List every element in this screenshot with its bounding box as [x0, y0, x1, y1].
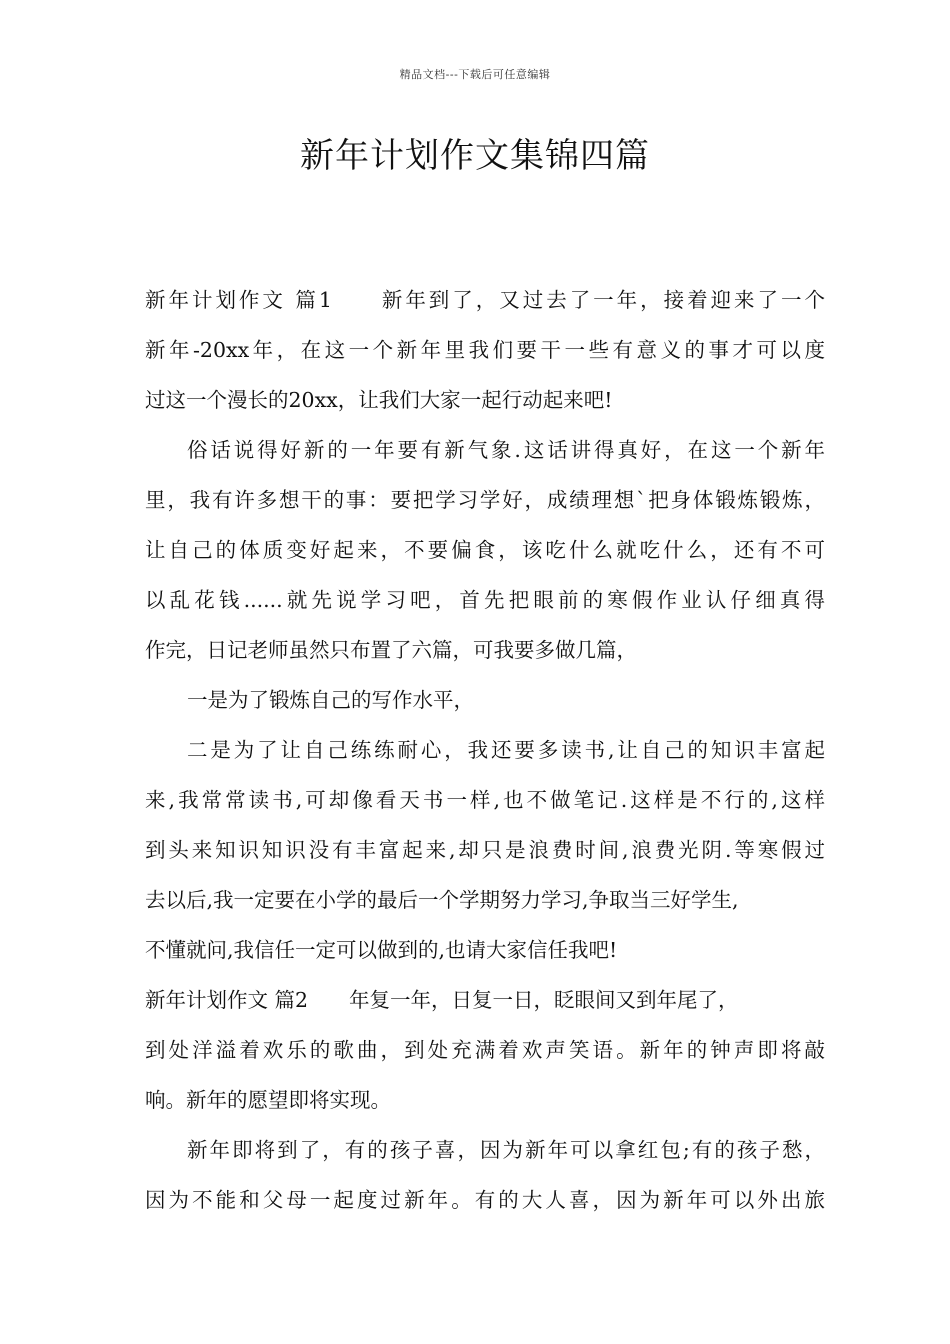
text-line: 不懂就问,我信任一定可以做到的,也请大家信任我吧! — [145, 938, 618, 962]
text-line: 来,我常常读书,可却像看天书一样,也不做笔记.这样是不行的,这样 — [145, 788, 825, 812]
text-line: 一是为了锻炼自己的写作水平， — [187, 688, 474, 712]
text-line: 俗话说得好新的一年要有新气象.这话讲得真好，在这一个新年 — [187, 438, 825, 462]
text-line: 响。新年的愿望即将实现。 — [145, 1088, 391, 1112]
text-line: 因为不能和父母一起度过新年。有的大人喜，因为新年可以外出旅 — [145, 1188, 825, 1212]
text-line: 去以后,我一定要在小学的最后一个学期努力学习,争取当三好学生, — [145, 888, 739, 912]
document-title: 新年计划作文集锦四篇 — [300, 136, 650, 176]
text-line: 到头来知识知识没有丰富起来,却只是浪费时间,浪费光阴.等寒假过 — [145, 838, 825, 862]
text-line: 新年即将到了，有的孩子喜，因为新年可以拿红包;有的孩子愁， — [187, 1138, 825, 1162]
text-line: 到处洋溢着欢乐的歌曲，到处充满着欢声笑语。新年的钟声即将敲 — [145, 1038, 825, 1062]
header-note: 精品文档---下载后可任意编辑 — [399, 68, 551, 81]
document-body — [145, 280, 825, 1230]
text-line: 作完，日记老师虽然只布置了六篇，可我要多做几篇， — [145, 638, 637, 662]
text-line: 新年计划作文 篇1 新年到了，又过去了一年，接着迎来了一个 — [145, 288, 825, 312]
text-line: 过这一个漫长的20xx，让我们大家一起行动起来吧! — [145, 388, 613, 412]
text-line: 里，我有许多想干的事：要把学习学好，成绩理想`把身体锻炼锻炼， — [145, 488, 825, 512]
text-line: 以乱花钱......就先说学习吧，首先把眼前的寒假作业认仔细真得 — [145, 588, 825, 612]
text-line: 二是为了让自己练练耐心，我还要多读书,让自己的知识丰富起 — [187, 738, 825, 762]
text-line: 新年-20xx年，在这一个新年里我们要干一些有意义的事才可以度 — [145, 338, 825, 362]
text-line: 新年计划作文 篇2 年复一年，日复一日，眨眼间又到年尾了， — [145, 988, 739, 1012]
text-line: 让自己的体质变好起来，不要偏食，该吃什么就吃什么，还有不可 — [145, 538, 825, 562]
